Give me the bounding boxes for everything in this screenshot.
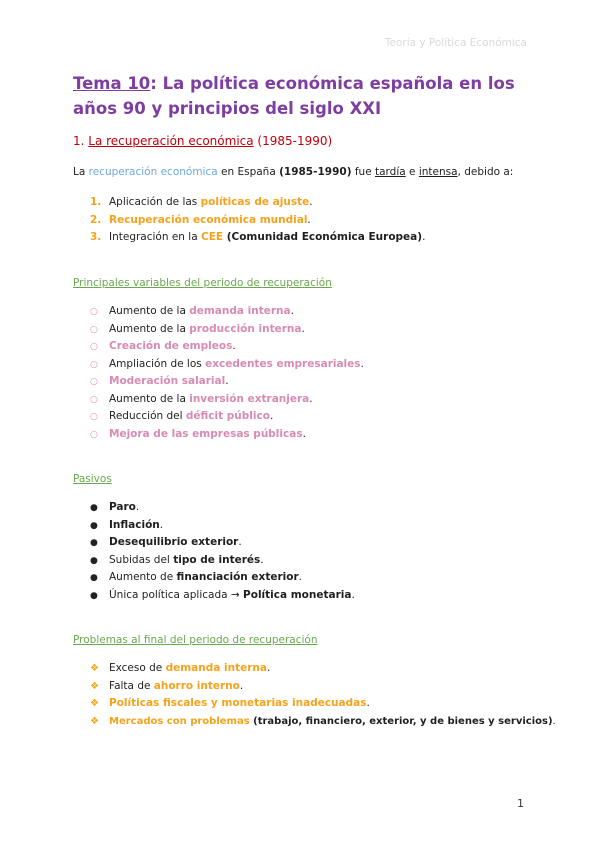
page-title [73,71,533,121]
bullet-icon: ● [90,555,98,566]
circle-bullet-icon: ○ [90,377,98,387]
list-item: 2. Recuperación económica mundial. [90,213,311,226]
list-item: ○ Reducción del déficit público. [90,408,364,426]
page-number: 1 [517,797,524,810]
list-item: ❖ Políticas fiscales y monetarias inadecuadas. [90,695,556,713]
circle-bullet-icon: ○ [90,359,98,370]
list-item: ○ Aumento de la demanda interna. [90,303,364,321]
title-tema: Tema 10 [73,74,151,93]
circle-bullet-icon: ○ [90,342,98,352]
pasivos-list [90,499,355,604]
list-item: ● Aumento de financiación exterior. [90,569,355,587]
diamond-bullet-icon: ❖ [90,715,99,727]
problemas-list [90,660,556,730]
list-item: ● Desequilibrio exterior. [90,534,355,552]
problemas-heading: Problemas al final del periodo de recuperación [73,634,318,646]
list-item: ○ Aumento de la inversión extranjera. [90,391,364,409]
bullet-icon: ● [90,520,98,531]
diamond-bullet-icon: ❖ [90,680,99,692]
running-header: Teoría y Política Económica [384,37,527,49]
list-item: ● Única política aplicada → Política monetaria. [90,587,355,605]
circle-bullet-icon: ○ [90,394,98,405]
variables-list [90,303,364,443]
circle-bullet-icon: ○ [90,412,98,422]
list-item: ○ Creación de empleos. [90,338,364,356]
bullet-icon: ● [90,573,98,583]
circle-bullet-icon: ○ [90,307,98,317]
pasivos-heading: Pasivos [73,473,112,485]
section-heading: 1. La recuperación económica (1985-1990) [73,134,333,148]
list-item: ○ Aumento de la producción interna. [90,321,364,339]
list-item: ❖ Falta de ahorro interno. [90,678,556,696]
causes-list [90,194,425,247]
circle-bullet-icon: ○ [90,429,98,440]
list-item: ○ Mejora de las empresas públicas. [90,426,364,444]
bullet-icon: ● [90,590,98,601]
diamond-bullet-icon: ❖ [90,663,99,674]
title-text: : La política económica española en los años 90 y principios del siglo XXI [73,74,515,118]
list-item: ○ Ampliación de los excedentes empresariales. [90,356,364,374]
list-item: 3. Integración en la CEE (Comunidad Económica Europea). [90,231,426,243]
list-item: ○ Moderación salarial. [90,373,364,391]
section-label: La recuperación económica [88,134,254,148]
list-item: ● Subidas del tipo de interés. [90,552,355,570]
list-item: 1. Aplicación de las políticas de ajuste. [90,196,313,208]
circle-bullet-icon: ○ [90,324,98,335]
diamond-bullet-icon: ❖ [90,698,99,709]
list-item: ● Paro. [90,499,355,517]
bullet-icon: ● [90,503,98,513]
intro-paragraph: La recuperación económica en España (1985-1990) fue tardía e intensa, debido a: [73,166,514,178]
list-item: ❖ Exceso de demanda interna. [90,660,556,678]
variables-heading: Principales variables del periodo de recuperación [73,277,332,289]
list-item: ❖ Mercados con problemas (trabajo, financiero, exterior, y de bienes y servicios). [90,713,556,731]
bullet-icon: ● [90,538,98,548]
list-item: ● Inflación. [90,517,355,535]
